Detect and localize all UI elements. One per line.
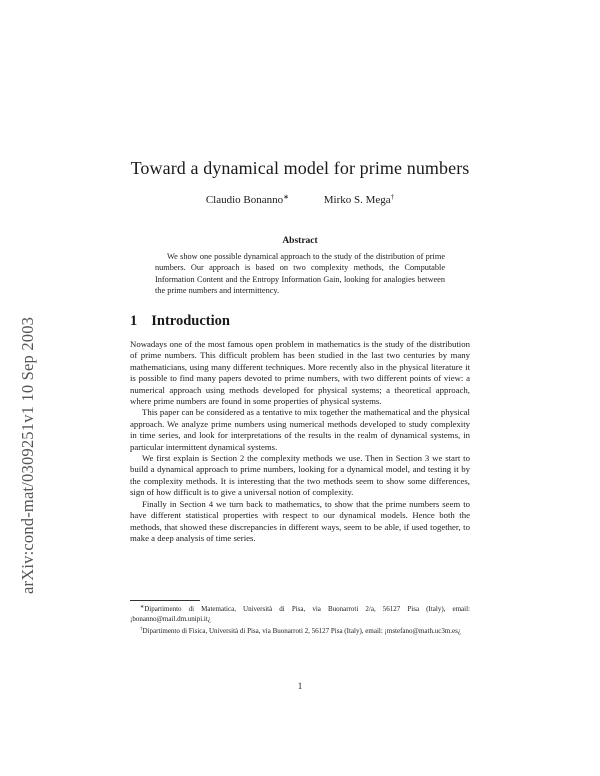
paragraph: Nowadays one of the most famous open problem in mathematics is the study of the distribution of prime numbers. This difficult problem has been studied in the last two centuries by many mathematicians, using many different techniques. More recently also in the physical literature it is possible to find many papers devoted to prime numbers, with two different points of view: a numerical approach using methods developed for physical systems; a theoretical approach, where prime numbers are found in some properties of physical systems. xyxy=(130,339,470,407)
paragraph: Finally in Section 4 we turn back to mathematics, to show that the prime numbers seem to have different statistical properties with respect to our dynamical models. Hence both the methods, that showed these discrepancies in different ways, seem to be able, if used together, to make a deep analysis of time series. xyxy=(130,498,470,543)
abstract-heading: Abstract xyxy=(282,236,318,246)
author-2 xyxy=(324,193,394,206)
paragraph: This paper can be considered as a tentative to mix together the mathematical and the physical approach. We analyze prime numbers using numerical methods developed to study complexity in time series, and look for interpretations of the results in the realm of dynamical systems, in particular intermittent dynamical systems. xyxy=(130,407,470,452)
footnote-2 xyxy=(130,625,470,637)
footnote-rule xyxy=(130,600,200,601)
section-title: Introduction xyxy=(151,313,230,329)
footnote-1-text: Dipartimento di Matematica, Università di Pisa, via Buonarroti 2/a, 56127 Pisa (Italy), email: ¡bonanno@mail.dm.unipi.it¿ xyxy=(130,605,470,623)
footnote-1 xyxy=(130,603,470,624)
author-1 xyxy=(206,193,289,206)
author-1-name: Claudio Bonanno xyxy=(205,194,284,206)
section-heading xyxy=(130,313,230,330)
page-number: 1 xyxy=(297,681,303,691)
footnote-2-mark: † xyxy=(140,627,143,633)
introduction-body xyxy=(130,339,470,544)
section-number: 1 xyxy=(130,313,138,329)
footnote-1-mark: ∗ xyxy=(140,605,145,610)
arxiv-identifier: arXiv:cond-mat/0309251v1 10 Sep 2003 xyxy=(18,316,37,594)
footnotes xyxy=(130,603,470,638)
paper-title: Toward a dynamical model for prime numbers xyxy=(130,158,470,178)
author-2-footnote-mark: † xyxy=(390,193,395,201)
author-1-footnote-mark: ∗ xyxy=(283,193,289,201)
author-2-name: Mirko S. Mega xyxy=(323,194,391,206)
footnote-2-text: Dipartimento di Fisica, Università di Pisa, via Buonarroti 2, 56127 Pisa (Italy), email: ¡mstefano@math.uc3m.es¿ xyxy=(142,627,461,636)
arxiv-sidebar-stamp xyxy=(14,196,40,596)
abstract-text: We show one possible dynamical approach to the study of the distribution of prime numbers. Our approach is based on two complexity methods, the Computable Information Content and the Entropy Information Gain, looking for analogies between the prime numbers and intermittency. xyxy=(155,252,445,295)
paragraph: We first explain is Section 2 the complexity methods we use. Then in Section 3 we start to build a dynamical approach to prime numbers, looking for a dynamical model, and testing it by the complexity methods. It is interesting that the two methods seem to show some differences, sign of how difficult is to give a universal notion of complexity. xyxy=(130,453,470,498)
author-list xyxy=(0,193,600,206)
